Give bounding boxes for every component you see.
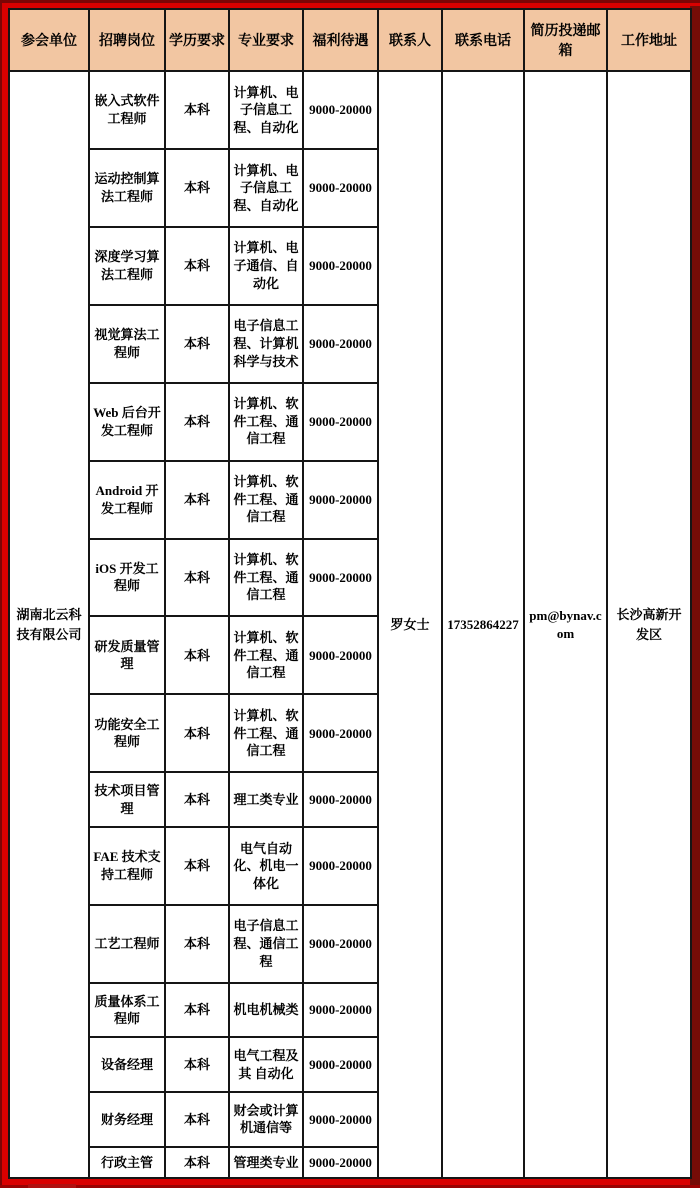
salary-cell: 9000-20000 <box>303 694 378 772</box>
education-cell: 本科 <box>165 1147 229 1178</box>
header-address: 工作地址 <box>607 9 691 71</box>
education-cell: 本科 <box>165 694 229 772</box>
position-cell: 嵌入式软件工程师 <box>89 71 165 149</box>
position-cell: 工艺工程师 <box>89 905 165 983</box>
education-cell: 本科 <box>165 227 229 305</box>
position-cell: Android 开发工程师 <box>89 461 165 539</box>
major-cell: 电子信息工程、计算机科学与技术 <box>229 305 303 383</box>
salary-cell: 9000-20000 <box>303 227 378 305</box>
header-contact: 联系人 <box>378 9 442 71</box>
major-cell: 电气自动化、机电一体化 <box>229 827 303 905</box>
resume-email-cell: pm@bynav.com <box>524 71 607 1178</box>
position-cell: Web 后台开发工程师 <box>89 383 165 461</box>
salary-cell: 9000-20000 <box>303 905 378 983</box>
salary-cell: 9000-20000 <box>303 827 378 905</box>
major-cell: 理工类专业 <box>229 772 303 827</box>
company-cell: 湖南北云科技有限公司 <box>9 71 89 1178</box>
position-cell: 深度学习算法工程师 <box>89 227 165 305</box>
position-cell: 功能安全工程师 <box>89 694 165 772</box>
major-cell: 机电机械类 <box>229 983 303 1038</box>
contact-phone-cell: 17352864227 <box>442 71 524 1178</box>
position-cell: 研发质量管理 <box>89 616 165 694</box>
position-cell: 视觉算法工程师 <box>89 305 165 383</box>
major-cell: 财会或计算机通信等 <box>229 1092 303 1147</box>
salary-cell: 9000-20000 <box>303 983 378 1038</box>
position-cell: 运动控制算法工程师 <box>89 149 165 227</box>
education-cell: 本科 <box>165 616 229 694</box>
salary-cell: 9000-20000 <box>303 539 378 617</box>
contact-name-cell: 罗女士 <box>378 71 442 1178</box>
education-cell: 本科 <box>165 149 229 227</box>
major-cell: 管理类专业 <box>229 1147 303 1178</box>
position-cell: 财务经理 <box>89 1092 165 1147</box>
work-address-cell: 长沙高新开发区 <box>607 71 691 1178</box>
salary-cell: 9000-20000 <box>303 616 378 694</box>
education-cell: 本科 <box>165 827 229 905</box>
education-cell: 本科 <box>165 905 229 983</box>
major-cell: 计算机、电子信息工程、自动化 <box>229 149 303 227</box>
education-cell: 本科 <box>165 772 229 827</box>
header-salary: 福利待遇 <box>303 9 378 71</box>
salary-cell: 9000-20000 <box>303 1147 378 1178</box>
position-cell: 行政主管 <box>89 1147 165 1178</box>
position-cell: 技术项目管理 <box>89 772 165 827</box>
header-row <box>9 9 691 71</box>
header-position: 招聘岗位 <box>89 9 165 71</box>
major-cell: 计算机、软件工程、通信工程 <box>229 461 303 539</box>
position-cell: FAE 技术支持工程师 <box>89 827 165 905</box>
position-cell: 设备经理 <box>89 1037 165 1092</box>
table-row <box>9 71 691 149</box>
position-cell: iOS 开发工程师 <box>89 539 165 617</box>
salary-cell: 9000-20000 <box>303 71 378 149</box>
major-cell: 电气工程及其 自动化 <box>229 1037 303 1092</box>
education-cell: 本科 <box>165 305 229 383</box>
major-cell: 计算机、软件工程、通信工程 <box>229 694 303 772</box>
salary-cell: 9000-20000 <box>303 461 378 539</box>
major-cell: 计算机、软件工程、通信工程 <box>229 383 303 461</box>
header-email: 简历投递邮箱 <box>524 9 607 71</box>
frame-edge-top <box>0 0 700 3</box>
recruitment-table <box>8 8 692 1179</box>
education-cell: 本科 <box>165 383 229 461</box>
major-cell: 计算机、电子通信、自动化 <box>229 227 303 305</box>
salary-cell: 9000-20000 <box>303 1037 378 1092</box>
major-cell: 计算机、软件工程、通信工程 <box>229 616 303 694</box>
salary-cell: 9000-20000 <box>303 1092 378 1147</box>
education-cell: 本科 <box>165 461 229 539</box>
header-phone: 联系电话 <box>442 9 524 71</box>
salary-cell: 9000-20000 <box>303 383 378 461</box>
major-cell: 计算机、软件工程、通信工程 <box>229 539 303 617</box>
job-table-body <box>9 71 691 1178</box>
education-cell: 本科 <box>165 71 229 149</box>
salary-cell: 9000-20000 <box>303 149 378 227</box>
position-cell: 质量体系工程师 <box>89 983 165 1038</box>
header-major: 专业要求 <box>229 9 303 71</box>
salary-cell: 9000-20000 <box>303 772 378 827</box>
education-cell: 本科 <box>165 1092 229 1147</box>
education-cell: 本科 <box>165 539 229 617</box>
header-education: 学历要求 <box>165 9 229 71</box>
frame-edge-left <box>0 0 2 1188</box>
frame-edge-bottom-accent <box>28 1184 76 1188</box>
major-cell: 电子信息工程、通信工程 <box>229 905 303 983</box>
header-company: 参会单位 <box>9 9 89 71</box>
salary-cell: 9000-20000 <box>303 305 378 383</box>
education-cell: 本科 <box>165 1037 229 1092</box>
major-cell: 计算机、电子信息工程、自动化 <box>229 71 303 149</box>
education-cell: 本科 <box>165 983 229 1038</box>
recruitment-table-container <box>8 8 690 1179</box>
